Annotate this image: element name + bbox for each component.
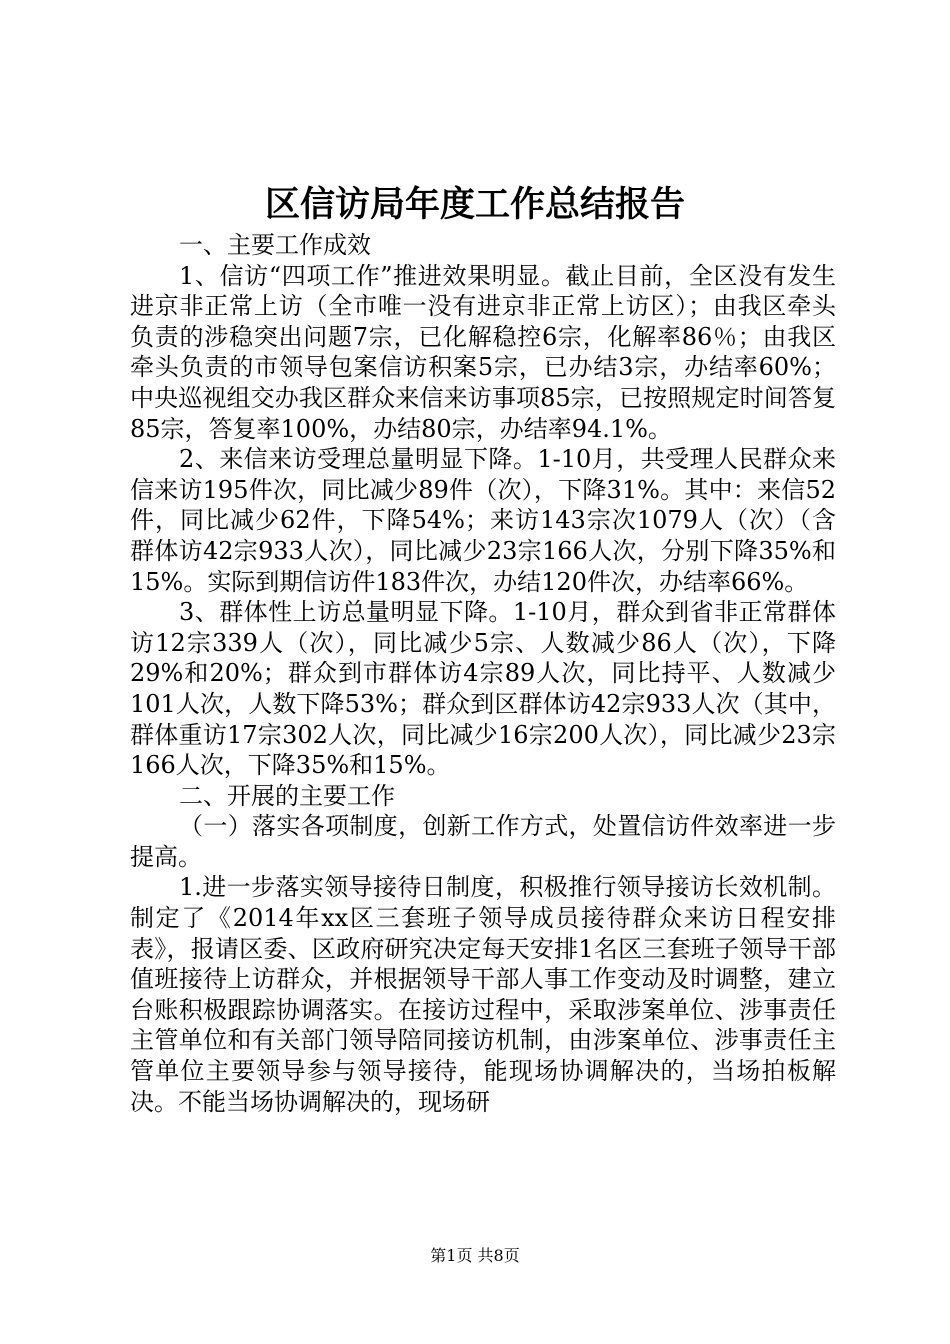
section-heading-1: 一、主要工作成效	[179, 231, 371, 259]
document-body	[130, 230, 836, 1117]
page-footer: 第1页 共8页	[430, 1246, 520, 1265]
subsection-heading-1: （一）落实各项制度，创新工作方式，处置信访件效率进一步提高。	[130, 812, 836, 871]
document-title: 区信访局年度工作总结报告	[264, 184, 685, 225]
paragraph-item-3: 3、群体性上访总量明显下降。1-10月，群众到省非正常群体访12宗339人（次），同比减少5宗、人数减少86人（次），下降29%和20%；群众到市群体访4宗89人次，同比持平、人数减少101人次，人数下降53%；群众到区群体访42宗933人次（其中，群体重访17宗302人次，同比减少16宗200人次），同比减少23宗166人次，下降35%和15%。	[130, 598, 836, 780]
paragraph-item-1: 1、信访“四项工作”推进效果明显。截止目前，全区没有发生进京非正常上访（全市唯一没有进京非正常上访区）；由我区牵头负责的涉稳突出问题7宗，已化解稳控6宗，化解率86％；由我区牵头负责的市领导包案信访积案5宗，已办结3宗，办结率60%；中央巡视组交办我区群众来信来访事项85宗，已按照规定时间答复85宗，答复率100%，办结80宗，办结率94.1%。	[130, 261, 836, 443]
paragraph-leader-reception: 1.进一步落实领导接待日制度，积极推行领导接访长效机制。制定了《2014年xx区三套班子领导成员接待群众来访日程安排表》，报请区委、区政府研究决定每天安排1名区三套班子领导干部值班接待上访群众，并根据领导干部人事工作变动及时调整，建立台账积极跟踪协调落实。在接访过程中，采取涉案单位、涉事责任主管单位和有关部门领导陪同接访机制，由涉案单位、涉事责任主管单位主要领导参与领导接待，能现场协调解决的，当场拍板解决。不能当场协调解决的，现场研	[130, 873, 836, 1116]
paragraph-item-2: 2、来信来访受理总量明显下降。1-10月，共受理人民群众来信来访195件次，同比减少89件（次），下降31%。其中：来信52件，同比减少62件，下降54%；来访143宗次1079人（次）（含群体访42宗933人次），同比减少23宗166人次，分别下降35%和15%。实际到期信访件183件次，办结120件次，办结率66%。	[130, 445, 836, 596]
section-heading-2: 二、开展的主要工作	[179, 781, 395, 810]
